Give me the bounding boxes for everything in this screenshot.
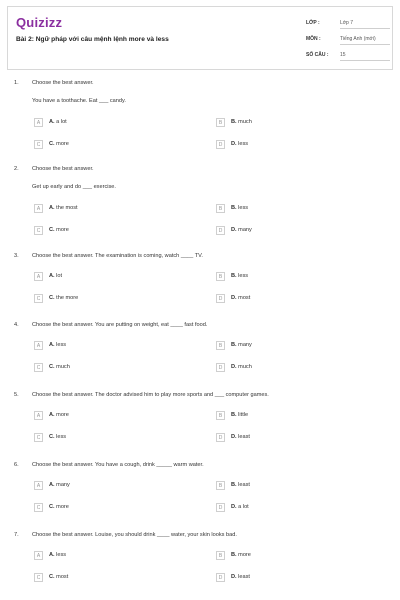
option-letter-box[interactable]: A: [34, 272, 43, 281]
answer-option[interactable]: [216, 272, 366, 282]
answer-option[interactable]: [216, 226, 366, 236]
option-text: much: [238, 119, 252, 125]
option-text: the most: [56, 205, 78, 211]
option-label: [231, 434, 250, 440]
option-text: many: [238, 342, 252, 348]
option-letter-box[interactable]: D: [216, 503, 225, 512]
option-text: most: [238, 295, 251, 301]
option-key: B.: [231, 273, 237, 279]
option-text: lot: [56, 273, 63, 279]
answer-option[interactable]: [34, 204, 184, 214]
meta-divider: [340, 44, 390, 45]
option-letter-box[interactable]: B: [216, 411, 225, 420]
answer-option[interactable]: [34, 411, 184, 421]
option-key: A.: [49, 552, 55, 558]
option-key: D.: [231, 227, 237, 233]
option-key: C.: [49, 434, 55, 440]
option-letter-box[interactable]: B: [216, 118, 225, 127]
option-label: [49, 295, 78, 301]
option-label: [49, 342, 66, 348]
option-text: more: [56, 504, 69, 510]
question-text: Choose the best answer.: [32, 80, 94, 86]
answer-option[interactable]: [216, 294, 366, 304]
option-label: [49, 364, 70, 370]
option-label: [231, 504, 249, 510]
option-text: many: [56, 482, 70, 488]
worksheet-title: Bài 2: Ngữ pháp với câu mệnh lệnh more và less: [16, 36, 169, 43]
answer-option[interactable]: [34, 551, 184, 561]
answer-option[interactable]: [216, 433, 366, 443]
answer-option[interactable]: [216, 503, 366, 513]
option-key: B.: [231, 412, 237, 418]
option-letter-box[interactable]: D: [216, 363, 225, 372]
option-key: D.: [231, 574, 237, 580]
option-letter-box[interactable]: B: [216, 204, 225, 213]
option-text: more: [56, 227, 69, 233]
option-letter-box[interactable]: A: [34, 341, 43, 350]
option-label: [49, 504, 69, 510]
option-label: [231, 342, 252, 348]
option-key: A.: [49, 342, 55, 348]
question-text: Choose the best answer.: [32, 166, 94, 172]
meta-subject-label: MÔN :: [306, 36, 321, 42]
worksheet-header: [7, 6, 393, 70]
meta-subject-value: Tiếng Anh (mới): [340, 36, 376, 42]
option-key: A.: [49, 412, 55, 418]
option-letter-box[interactable]: A: [34, 411, 43, 420]
option-label: [49, 574, 68, 580]
question-text: Choose the best answer. The doctor advised him to play more sports and ___ computer games.: [32, 392, 269, 398]
option-text: less: [238, 205, 249, 211]
option-text: least: [238, 574, 250, 580]
option-label: [49, 227, 69, 233]
option-letter-box[interactable]: A: [34, 118, 43, 127]
option-key: A.: [49, 119, 55, 125]
answer-option[interactable]: [34, 363, 184, 373]
option-text: little: [238, 412, 249, 418]
question-text: Choose the best answer. You are putting on weight, eat ____ fast food.: [32, 322, 208, 328]
option-text: more: [238, 552, 251, 558]
answer-option[interactable]: [216, 573, 366, 583]
answer-option[interactable]: [34, 341, 184, 351]
option-key: C.: [49, 295, 55, 301]
option-text: a lot: [238, 504, 249, 510]
meta-divider: [340, 60, 390, 61]
answer-option[interactable]: [34, 481, 184, 491]
option-key: D.: [231, 295, 237, 301]
answer-option[interactable]: [216, 411, 366, 421]
option-letter-box[interactable]: B: [216, 341, 225, 350]
option-label: [49, 273, 62, 279]
answer-option[interactable]: [216, 118, 366, 128]
option-letter-box[interactable]: D: [216, 140, 225, 149]
meta-count-label: SỐ CÂU :: [306, 52, 329, 58]
answer-option[interactable]: [216, 551, 366, 561]
question-number: 5.: [14, 392, 19, 398]
option-label: [231, 552, 251, 558]
option-text: least: [238, 482, 250, 488]
option-label: [231, 364, 252, 370]
option-text: more: [56, 412, 69, 418]
answer-option[interactable]: [34, 503, 184, 513]
question-text: You have a toothache. Eat ___ candy.: [32, 98, 126, 104]
option-letter-box[interactable]: C: [34, 503, 43, 512]
option-label: [231, 119, 252, 125]
option-letter-box[interactable]: D: [216, 433, 225, 442]
option-text: the more: [56, 295, 79, 301]
option-key: D.: [231, 434, 237, 440]
option-key: B.: [231, 119, 237, 125]
option-letter-box[interactable]: C: [34, 573, 43, 582]
option-key: D.: [231, 364, 237, 370]
meta-count-value: 15: [340, 52, 346, 58]
answer-option[interactable]: [216, 481, 366, 491]
option-letter-box[interactable]: C: [34, 433, 43, 442]
question-text: Choose the best answer. The examination is coming, watch ____ TV.: [32, 253, 203, 259]
option-label: [231, 273, 248, 279]
option-label: [49, 412, 69, 418]
question-number: 4.: [14, 322, 19, 328]
option-key: C.: [49, 574, 55, 580]
option-label: [231, 412, 248, 418]
option-letter-box[interactable]: C: [34, 294, 43, 303]
option-key: D.: [231, 504, 237, 510]
option-key: B.: [231, 342, 237, 348]
quizizz-logo: Quizizz: [16, 15, 63, 30]
option-label: [49, 482, 70, 488]
question-number: 3.: [14, 253, 19, 259]
option-label: [231, 141, 248, 147]
answer-option[interactable]: [216, 341, 366, 351]
option-letter-box[interactable]: B: [216, 551, 225, 560]
question-number: 7.: [14, 532, 19, 538]
option-label: [49, 141, 69, 147]
option-key: A.: [49, 205, 55, 211]
option-label: [231, 482, 250, 488]
option-label: [231, 574, 250, 580]
answer-option[interactable]: [34, 226, 184, 236]
option-key: B.: [231, 552, 237, 558]
option-key: B.: [231, 482, 237, 488]
answer-option[interactable]: [216, 140, 366, 150]
option-text: most: [56, 574, 69, 580]
option-label: [49, 552, 66, 558]
question-number: 6.: [14, 462, 19, 468]
meta-divider: [340, 28, 390, 29]
option-label: [231, 205, 248, 211]
option-letter-box[interactable]: B: [216, 481, 225, 490]
option-text: less: [56, 342, 67, 348]
option-key: B.: [231, 205, 237, 211]
option-text: less: [238, 273, 249, 279]
question-text: Get up early and do ___ exercise.: [32, 184, 116, 190]
option-key: A.: [49, 482, 55, 488]
option-key: D.: [231, 141, 237, 147]
option-text: less: [56, 434, 67, 440]
answer-option[interactable]: [34, 118, 184, 128]
option-text: less: [56, 552, 67, 558]
option-letter-box[interactable]: A: [34, 204, 43, 213]
option-key: C.: [49, 227, 55, 233]
option-key: C.: [49, 141, 55, 147]
option-text: much: [238, 364, 252, 370]
meta-class-value: Lớp 7: [340, 20, 354, 26]
question-text: Choose the best answer. Louise, you should drink ____ water, your skin looks bad.: [32, 532, 237, 538]
option-letter-box[interactable]: A: [34, 481, 43, 490]
option-key: C.: [49, 504, 55, 510]
option-letter-box[interactable]: D: [216, 573, 225, 582]
answer-option[interactable]: [34, 433, 184, 443]
answer-option[interactable]: [34, 272, 184, 282]
answer-option[interactable]: [216, 363, 366, 373]
meta-class-label: LỚP :: [306, 20, 320, 26]
question-number: 2.: [14, 166, 19, 172]
option-label: [49, 434, 66, 440]
option-key: A.: [49, 273, 55, 279]
option-text: many: [238, 227, 252, 233]
option-letter-box[interactable]: C: [34, 226, 43, 235]
answer-option[interactable]: [216, 204, 366, 214]
option-letter-box[interactable]: B: [216, 272, 225, 281]
option-letter-box[interactable]: A: [34, 551, 43, 560]
answer-option[interactable]: [34, 573, 184, 583]
option-text: much: [56, 364, 70, 370]
question-number: 1.: [14, 80, 19, 86]
option-letter-box[interactable]: C: [34, 363, 43, 372]
option-text: less: [238, 141, 249, 147]
option-letter-box[interactable]: D: [216, 294, 225, 303]
option-label: [231, 227, 252, 233]
option-label: [49, 119, 67, 125]
option-label: [49, 205, 78, 211]
option-text: least: [238, 434, 250, 440]
answer-option[interactable]: [34, 294, 184, 304]
option-key: C.: [49, 364, 55, 370]
option-letter-box[interactable]: D: [216, 226, 225, 235]
question-text: Choose the best answer. You have a cough, drink _____ warm water.: [32, 462, 204, 468]
option-text: a lot: [56, 119, 67, 125]
option-label: [231, 295, 250, 301]
option-text: more: [56, 141, 69, 147]
option-letter-box[interactable]: C: [34, 140, 43, 149]
answer-option[interactable]: [34, 140, 184, 150]
